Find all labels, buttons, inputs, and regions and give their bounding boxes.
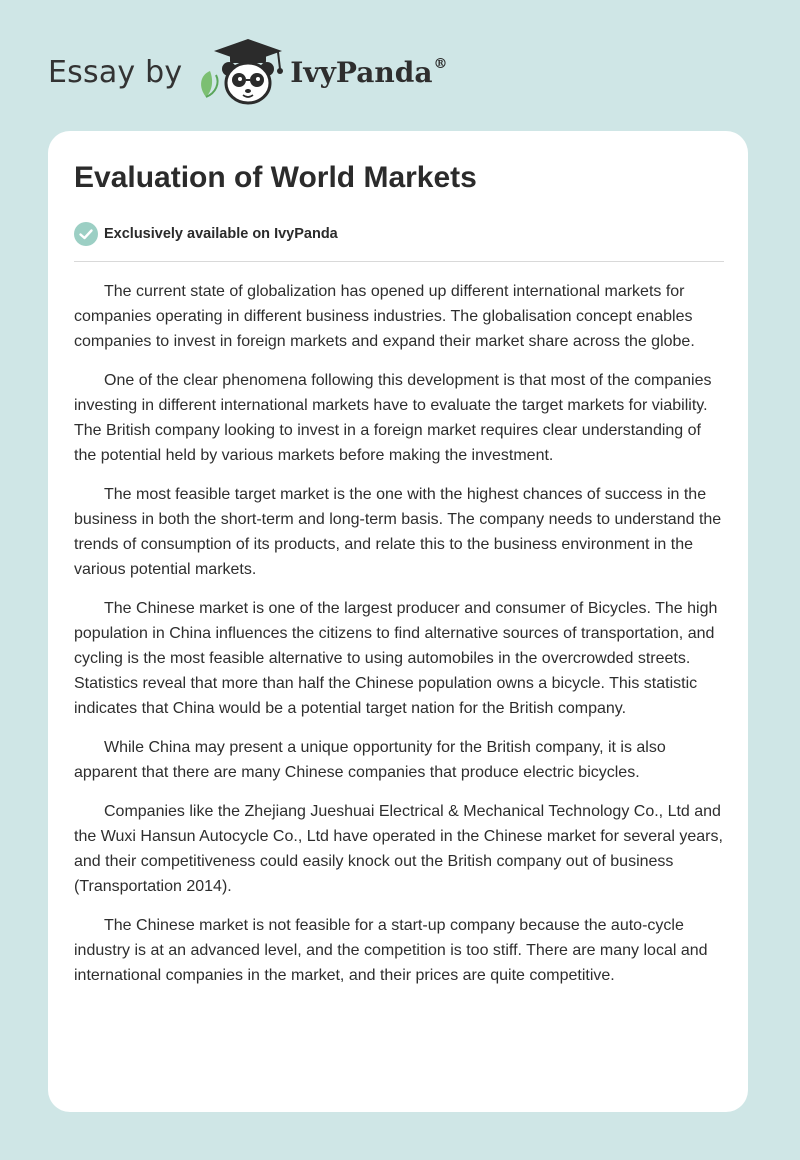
check-circle-icon bbox=[74, 222, 98, 246]
exclusive-badge-label: Exclusively available on IvyPanda bbox=[104, 226, 338, 242]
exclusive-badge bbox=[74, 222, 338, 246]
paragraph: One of the clear phenomena following this development is that most of the companies investing in different international markets have to evaluate the target markets for viability. The British company looking to invest in a foreign market requires clear understanding of the potential held by various markets before making the investment. bbox=[74, 372, 712, 464]
paragraph: The Chinese market is one of the largest producer and consumer of Bicycles. The high population in China influences the citizens to find alternative sources of transportation, and cycling is the most feasible alternative to using automobiles in the overcrowded streets. Statistics reveal that more than half the Chinese population owns a bicycle. This statistic indicates that China would be a potential target nation for the British company. bbox=[74, 600, 718, 717]
paragraph: The most feasible target market is the one with the highest chances of success in the business in both the short-term and long-term basis. The company needs to understand the trends of consumption of its products, and relate this to the business environment in the various potential markets. bbox=[74, 486, 722, 578]
brand-prefix: Essay by bbox=[48, 54, 183, 90]
header-brand[interactable] bbox=[48, 34, 447, 110]
panda-graduate-logo-icon bbox=[196, 35, 288, 109]
paragraph: While China may present a unique opportunity for the British company, it is also apparent that there are many Chinese companies that produce electric bicycles. bbox=[74, 739, 666, 781]
paragraph: The Chinese market is not feasible for a start-up company because the auto-cycle industry is at an advanced level, and the competition is too stiff. There are many local and international companies in the market, and their prices are quite competitive. bbox=[74, 917, 708, 984]
article-body bbox=[74, 279, 726, 1002]
paragraph: Companies like the Zhejiang Jueshuai Electrical & Mechanical Technology Co., Ltd and the Wuxi Hansun Autocycle Co., Ltd have operated in the Chinese market for several years, and their competitiveness could easily knock out the British company out of business (Transportation 2014). bbox=[74, 803, 723, 895]
article-card bbox=[48, 131, 748, 1112]
brand-name: IvyPanda® bbox=[290, 55, 448, 89]
divider bbox=[74, 261, 724, 262]
page-title: Evaluation of World Markets bbox=[74, 161, 477, 194]
paragraph: The current state of globalization has opened up different international markets for companies operating in different business industries. The globalisation concept enables companies to invest in foreign markets and expand their market share across the globe. bbox=[74, 283, 695, 350]
